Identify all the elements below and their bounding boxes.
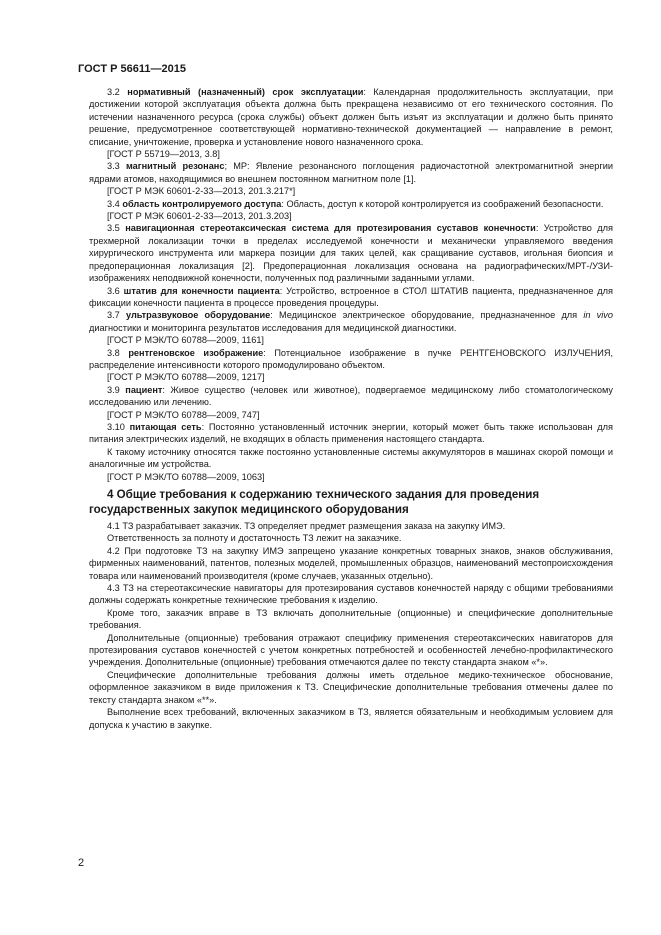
term: навигационная стереотаксическая система для протезирования суставов конечности [125, 223, 536, 234]
definition-reference: [ГОСТ Р МЭК/ТО 60788—2009, 1063] [107, 471, 265, 482]
term: питающая сеть [129, 421, 202, 432]
definition-3-3: 3.3 магнитный резонанс; MP: Явление резонансного поглощения радиочастотной электромагнитной энергии ядрами атомов, находящимися во внешнем постоянном магнитном поле [1]. [89, 161, 613, 184]
term: нормативный (назначенный) срок эксплуатации [127, 87, 364, 97]
definition-reference: [ГОСТ Р МЭК/ТО 60788—2009, 1217] [107, 372, 265, 383]
definition-3-10: 3.10 питающая сеть: Постоянно установленный источник энергии, который может быть также использован для питания электрических изделий, не входящих в область применения настоящего стандарта. [89, 421, 613, 445]
section-paragraph: Ответственность за полноту и достаточность ТЗ лежит на заказчике. [107, 533, 402, 544]
definition-3-7: 3.7 ультразвуковое оборудование: Медицинское электрическое оборудование, предназначенное для in vivo диагностики и мониторинга результатов исследования для медицинской диагностики. [89, 310, 613, 333]
term: штатив для конечности пациента [123, 285, 280, 296]
definition-3-8: 3.8 рентгеновское изображение: Потенциальное изображение в пучке РЕНТГЕНОВСКОГО ИЗЛУЧЕНИЯ, распределение интенсивности которого промодулировано объектом. [89, 347, 614, 370]
definition-reference: [ГОСТ Р МЭК 60601-2-33—2013, 201.3.203] [107, 211, 292, 222]
section-paragraph: Специфические дополнительные требования должны иметь отдельное медико-техническое обоснование, оформленное заказчиком в виде приложения к ТЗ. Специфические дополнительные требования отмечены далее по тексту стандарта знаком «**». [89, 669, 613, 705]
definition-reference: [ГОСТ Р МЭК/ТО 60788—2009, 1161] [107, 335, 264, 346]
document-header: ГОСТ Р 56611—2015 [78, 63, 186, 75]
definition-reference: [ГОСТ Р МЭК 60601-2-33—2013, 201.3.217*] [107, 186, 296, 197]
section-paragraph: Дополнительные (опционные) требования отражают специфику применения стереотаксических навигаторов для протезирования суставов конечностей с учетом конкретных потребностей и особенностей лечебно-профилактического учреждения. Дополнительные (опционные) требования отмечаются далее по тексту стандарта знаком «*». [89, 632, 613, 668]
definition-3-5: 3.5 навигационная стереотаксическая система для протезирования суставов конечности: Устройство для трехмерной локализации точки в пределах исследуемой конечности и механически управляемого введения хирургического инструмента или маркера позиции для таких целей, как сращивание суставов, игольная биопсия и предоперационная локализация [2]. Предоперационная локализация основана на радиографических/МРТ-/УЗИ-изображениях неподвижной конечности, полученных под различными заданными углами. [89, 223, 613, 284]
section-paragraph: 4.2 При подготовке ТЗ на закупку ИМЭ запрещено указание конкретных товарных знаков, знаков обслуживания, фирменных наименований, патентов, полезных моделей, промышленных образцов, наименований местопроисхождения товара или наименований производителя (кроме случаев, указанных отдельно). [89, 545, 613, 581]
section-paragraph: 4.1 ТЗ разрабатывает заказчик. ТЗ определяет предмет размещения заказа на закупку ИМЭ. [107, 521, 506, 531]
definition-3-2: 3.2 нормативный (назначенный) срок эксплуатации: Календарная продолжительность эксплуатации, при достижении которой эксплуатация объекта должна быть прекращена независимо от его технического состояния. По истечении назначенного ресурса (срока службы) объект должен быть изъят из эксплуатации и должно быть принято решение, предусмотренное соответствующей нормативно-технической документацией — направление в ремонт, списание, уничтожение, проверка и установление нового назначенного срока. [89, 87, 613, 147]
definition-3-4: 3.4 область контролируемого доступа: Область, доступ к которой контролируется из соображений безопасности. [107, 198, 604, 209]
term: область контролируемого доступа [122, 198, 282, 209]
section-paragraph: Выполнение всех требований, включенных заказчиком в ТЗ, является обязательным и необходимым условием для допуска к участию в закупке. [89, 707, 613, 730]
document-body [89, 86, 613, 731]
definition-3-9: 3.9 пациент: Живое существо (человек или животное), подвергаемое медицинскому либо стоматологическому исследованию или лечению. [89, 384, 613, 408]
term: пациент [125, 384, 163, 395]
definition-reference: [ГОСТ Р МЭК/ТО 60788—2009, 747] [107, 409, 260, 420]
definition-3-6: 3.6 штатив для конечности пациента: Устройство, встроенное в СТОЛ ШТАТИВ пациента, предназначенное для фиксации конечности пациента в процессе проведения процедуры. [89, 285, 614, 308]
term: магнитный резонанс [125, 161, 225, 172]
section-title: 4 Общие требования к содержанию технического задания для проведения государственных закупок медицинского оборудования [89, 488, 540, 516]
section-paragraph: 4.3 ТЗ на стереотаксические навигаторы для протезирования суставов конечностей наряду с общими требованиями должны содержать конкретные технические требования к изделию. [89, 583, 613, 606]
definition-note: К такому источнику относятся также постоянно установленные системы аккумуляторов в машинах скорой помощи и аналогичные им устройства. [89, 446, 613, 470]
term: ультразвуковое оборудование [125, 310, 271, 321]
definition-reference: [ГОСТ Р 55719—2013, 3.8] [107, 149, 220, 160]
term: рентгеновское изображение [128, 347, 264, 358]
page-number: 2 [78, 857, 85, 869]
section-paragraph: Кроме того, заказчик вправе в ТЗ включать дополнительные (опционные) и специфические дополнительные требования. [89, 607, 613, 631]
